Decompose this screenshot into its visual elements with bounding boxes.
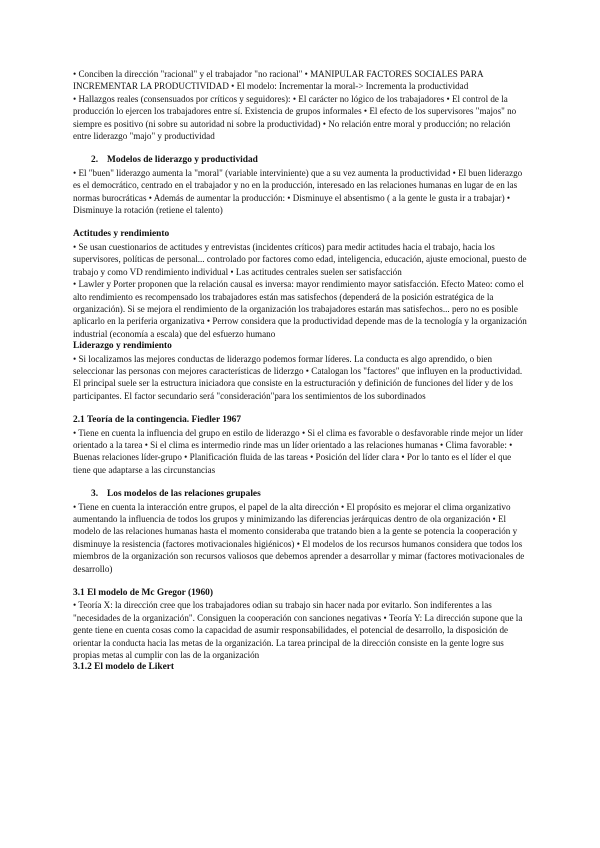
paragraph-theory-x-y: • Teoría X: la dirección cree que los trabajadores odian su trabajo sin hacer nada por evitarlo. Son indiferentes a las "necesidades de la organización". Consiguen la cooperación con sanciones negativas • Teoría Y: La dirección supone que la gente tiene en cuenta cosas como la capacidad de asumir responsabilidades, el potencial de desarrollo, la disposición de orientar la conducta hacia las metas de la organización. La tarea principal de la dirección consiste en la gente logre sus propias metas al cumplir con las de la organización bbox=[73, 600, 523, 661]
section-title: Los modelos de las relaciones grupales bbox=[107, 489, 261, 500]
paragraph-contingency-theory: • Tiene en cuenta la influencia del grupo en estilo de liderazgo • Si el clima es favorable o desfavorable rinde mejor un líder orientado a la tarea • Si el clima es intermedio rinde mas un líder orientado a las relaciones humanas • Clima favorable: • Buenas relaciones líder-grupo • Planificación fluida de las tareas • Posición del líder clara • Por lo tanto es el líder el que tiene que adaptarse a las circunstancias bbox=[73, 427, 524, 475]
subheading-mcgregor-model: 3.1 El modelo de Mc Gregor (1960) bbox=[73, 588, 213, 599]
paragraph-attitude-questionnaires: • Se usan cuestionarios de actitudes y entrevistas (incidentes críticos) para medir actitudes hacia el trabajo, hacia los supervisores, políticas de personal... controlado por factores como edad, inteligencia, educación, ajuste emocional, puesto de trabajo y como VD rendimiento individual • Las actitudes centrales suelen ser satisfacción bbox=[73, 241, 527, 277]
paragraph-leadership-behaviors: • Si localizamos las mejores conductas de liderazgo podemos formar líderes. La conducta es algo aprendido, o bien seleccionar las personas con mejores características de liderzgo • Catalogan los "factores" que influyen en la productividad. El principal suele ser la estructura iniciadora que consiste en la estructuración y definición de funciones del líder y de los participantes. El factor secundario será "consideración"para los sentimientos de los subordinados bbox=[73, 353, 523, 401]
paragraph-good-leadership: • El "buen" liderazgo aumenta la "moral" (variable interviniente) que a su vez aumenta la productividad • El buen liderazgo es el democrático, centrado en el trabajador y no en la producción, interesado en las relaciones humanas en lugar de en las normas burocráticas • Además de aumentar la producción: • Disminuye el absentismo ( a la gente le gusta ir a trabajar) • Disminuye la rotación (retiene el talento) bbox=[73, 167, 523, 216]
section-title: Modelos de liderazgo y productividad bbox=[107, 155, 258, 166]
section-heading-leadership-models bbox=[73, 154, 530, 166]
subheading-likert-model: 3.1.2 El modelo de Likert bbox=[73, 662, 175, 673]
subheading-contingency-theory: 2.1 Teoría de la contingencia. Fiedler 1967 bbox=[73, 415, 242, 426]
section-heading-group-relations bbox=[73, 488, 530, 500]
subheading-attitudes-performance: Actitudes y rendimiento bbox=[73, 229, 170, 240]
paragraph-group-relations: • Tiene en cuenta la interacción entre grupos, el papel de la alta dirección • El propósito es mejorar el clima organizativo aumentando la influencia de todos los grupos y minimizando las diferencias jerárquicas dentro de ola organización • El modelo de las relaciones humanas hasta el momento consideraba que tratando bien a la gente se potencia la cooperación y disminuye la resistencia (factores motivacionales higiénicos) • El modelos de los recursos humanos considera que todos los miembros de la organización son recursos valiosos que debemos aprender a desarrollar y mimar (factores motivacionales de desarrollo) bbox=[73, 501, 525, 574]
paragraph-human-relations-summary: • Conciben la dirección "racional" y el trabajador "no racional" • MANIPULAR FACTORES SOCIALES PARA INCREMENTAR LA PRODUCTIVIDAD • El modelo: Incrementar la moral-> Incrementa la productividad bbox=[73, 69, 484, 92]
section-number: 3. bbox=[91, 489, 99, 500]
section-number: 2. bbox=[91, 155, 99, 166]
paragraph-real-findings: • Hallazgos reales (consensuados por críticos y seguidores): • El carácter no lógico de los trabajadores • El control de la producción lo ejercen los trabajadores entre sí. Existencia de grupos informales • El efecto de los supervisores "majos" no siempre es positivo (ni sobre su autoridad ni sobre la productividad) • No relación entre moral y producción; no relación entre liderazgo "majo" y productividad bbox=[73, 93, 517, 142]
paragraph-lawler-porter: • Lawler y Porter proponen que la relación causal es inversa: mayor rendimiento mayor satisfacción. Efecto Mateo: como el alto rendimiento es recompensado los trabajadores están mas satisfechos (dependerá de la posición estratégica de la organización). Si se mejora el rendimiento de la organización los trabajadores estarán mas satisfechos... pero no es posible aplicarlo en la periferia organizativa • Perrow considera que la productividad depende mas de la tecnología y la organización industrial (economía a escala) que del esfuerzo humano bbox=[73, 279, 527, 339]
subheading-leadership-performance: Liderazgo y rendimiento bbox=[73, 341, 172, 352]
